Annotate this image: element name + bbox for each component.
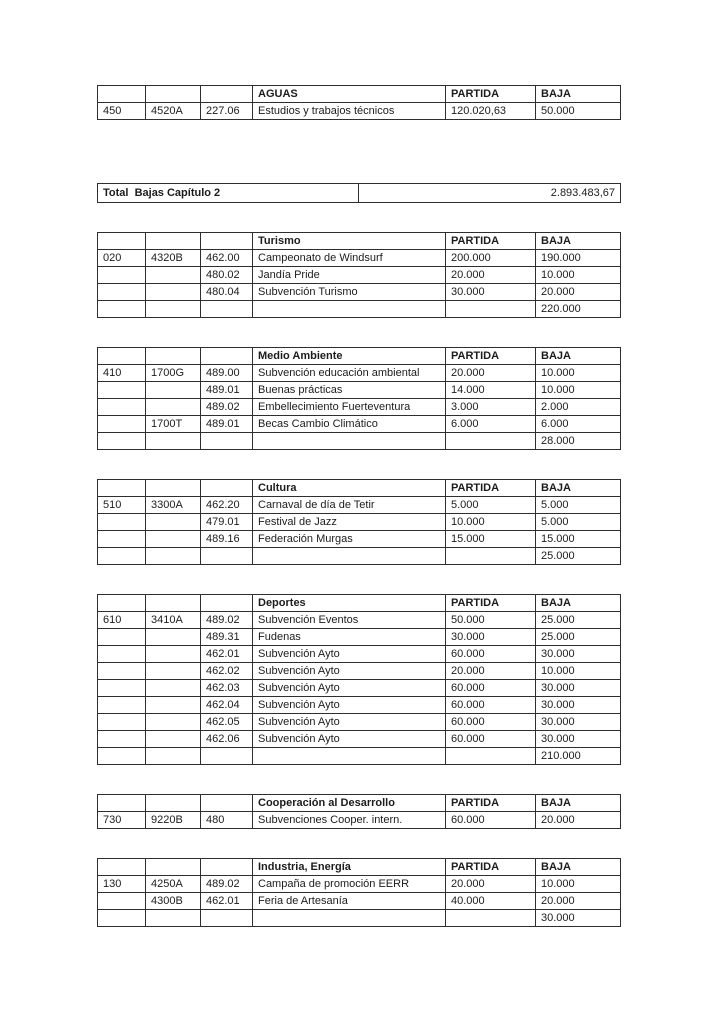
cell-baja: 10.000 [536,382,621,399]
empty-cell [98,646,146,663]
empty-cell [98,859,146,876]
cell-area: 730 [98,812,146,829]
cell-baja: 30.000 [536,680,621,697]
cell-partida: 20.000 [446,267,536,284]
cell-org: 4300B [146,893,201,910]
cell-concept: Federación Murgas [253,531,446,548]
empty-cell [201,910,253,927]
cell-concept: Subvención Ayto [253,697,446,714]
empty-cell [146,348,201,365]
cell-org: 4250A [146,876,201,893]
cell-baja: 15.000 [536,531,621,548]
subtotal-row [98,548,621,565]
cell-org: 1700G [146,365,201,382]
cell-econ: 489.00 [201,365,253,382]
cell-org: 1700T [146,416,201,433]
subtotal-row [98,433,621,450]
cell-econ: 480.04 [201,284,253,301]
empty-cell [146,731,201,748]
partida-header-cell: PARTIDA [446,859,536,876]
empty-cell [146,680,201,697]
empty-cell [201,859,253,876]
empty-cell [146,267,201,284]
cell-partida: 30.000 [446,284,536,301]
section-title-cell: AGUAS [253,86,446,103]
budget-table-deportes [97,594,621,765]
empty-cell [98,267,146,284]
cell-partida: 20.000 [446,663,536,680]
empty-cell [446,548,536,565]
cell-partida: 200.000 [446,250,536,267]
cell-concept: Subvención Ayto [253,714,446,731]
subtotal-row [98,910,621,927]
table-header-row [98,348,621,365]
cell-org: 4520A [146,103,201,120]
cell-area: 410 [98,365,146,382]
empty-cell [201,795,253,812]
cell-baja: 50.000 [536,103,621,120]
cell-econ: 462.05 [201,714,253,731]
cell-concept: Fudenas [253,629,446,646]
cell-partida: 50.000 [446,612,536,629]
partida-header-cell: PARTIDA [446,480,536,497]
table-row [98,267,621,284]
budget-table-turismo [97,232,621,318]
table-header-row [98,233,621,250]
table-row [98,416,621,433]
cell-concept: Subvención Ayto [253,646,446,663]
cell-econ: 462.20 [201,497,253,514]
table-row [98,646,621,663]
cell-baja: 20.000 [536,812,621,829]
empty-cell [98,531,146,548]
empty-cell [146,531,201,548]
empty-cell [98,399,146,416]
empty-cell [98,893,146,910]
cell-econ: 462.02 [201,663,253,680]
empty-cell [146,382,201,399]
cell-area: 020 [98,250,146,267]
cell-baja: 5.000 [536,497,621,514]
cell-econ: 480.02 [201,267,253,284]
empty-cell [146,284,201,301]
cell-org: 3300A [146,497,201,514]
table-header-row [98,795,621,812]
cell-concept: Subvención educación ambiental [253,365,446,382]
baja-header-cell: BAJA [536,795,621,812]
empty-cell [98,731,146,748]
empty-cell [446,910,536,927]
table-row [98,612,621,629]
cell-baja: 25.000 [536,629,621,646]
empty-cell [201,595,253,612]
empty-cell [98,416,146,433]
empty-cell [446,433,536,450]
empty-cell [253,548,446,565]
cell-baja: 10.000 [536,365,621,382]
table-row [98,284,621,301]
empty-cell [146,433,201,450]
cell-concept: Campeonato de Windsurf [253,250,446,267]
table-row [98,365,621,382]
empty-cell [201,480,253,497]
empty-cell [146,514,201,531]
partida-header-cell: PARTIDA [446,233,536,250]
budget-table-medio-ambiente [97,347,621,450]
cell-baja: 10.000 [536,876,621,893]
subtotal-baja-cell: 30.000 [536,910,621,927]
cell-partida: 60.000 [446,812,536,829]
cell-area: 510 [98,497,146,514]
empty-cell [146,859,201,876]
empty-cell [146,910,201,927]
cell-partida: 60.000 [446,646,536,663]
empty-cell [98,86,146,103]
empty-cell [98,480,146,497]
empty-cell [201,348,253,365]
cell-concept: Estudios y trabajos técnicos [253,103,446,120]
cell-concept: Carnaval de día de Tetir [253,497,446,514]
cell-econ: 489.16 [201,531,253,548]
budget-table-cultura [97,479,621,565]
table-row [98,697,621,714]
table-row [98,382,621,399]
baja-header-cell: BAJA [536,859,621,876]
cell-econ: 462.03 [201,680,253,697]
cell-econ: 479.01 [201,514,253,531]
section-title-cell: Cooperación al Desarrollo [253,795,446,812]
empty-cell [98,629,146,646]
cell-concept: Subvenciones Cooper. intern. [253,812,446,829]
empty-cell [146,233,201,250]
empty-cell [146,714,201,731]
cell-partida: 5.000 [446,497,536,514]
table-row [98,399,621,416]
cell-concept: Subvención Turismo [253,284,446,301]
cell-baja: 10.000 [536,663,621,680]
empty-cell [98,595,146,612]
cell-org: 3410A [146,612,201,629]
cell-partida: 60.000 [446,697,536,714]
subtotal-row [98,748,621,765]
table-row [98,680,621,697]
partida-header-cell: PARTIDA [446,595,536,612]
partida-header-cell: PARTIDA [446,348,536,365]
cell-econ: 489.01 [201,416,253,433]
chapter-total-value: 2.893.483,67 [359,184,621,203]
cell-concept: Feria de Artesanía [253,893,446,910]
empty-cell [146,399,201,416]
table-row [98,629,621,646]
section-title-cell: Industria, Energía [253,859,446,876]
cell-baja: 2.000 [536,399,621,416]
empty-cell [98,348,146,365]
cell-econ: 489.01 [201,382,253,399]
empty-cell [98,697,146,714]
table-row [98,514,621,531]
baja-header-cell: BAJA [536,595,621,612]
empty-cell [146,595,201,612]
table-header-row [98,859,621,876]
cell-concept: Subvención Eventos [253,612,446,629]
cell-concept: Subvención Ayto [253,731,446,748]
empty-cell [201,301,253,318]
cell-concept: Buenas prácticas [253,382,446,399]
cell-baja: 25.000 [536,612,621,629]
empty-cell [253,301,446,318]
cell-partida: 60.000 [446,714,536,731]
baja-header-cell: BAJA [536,480,621,497]
cell-partida: 20.000 [446,876,536,893]
cell-area: 450 [98,103,146,120]
baja-header-cell: BAJA [536,86,621,103]
empty-cell [146,301,201,318]
baja-header-cell: BAJA [536,233,621,250]
subtotal-row [98,301,621,318]
partida-header-cell: PARTIDA [446,86,536,103]
cell-econ: 462.04 [201,697,253,714]
budget-table-cooperacion-al-desarrollo [97,794,621,829]
budget-table-industria-energia [97,858,621,927]
cell-partida: 30.000 [446,629,536,646]
cell-baja: 6.000 [536,416,621,433]
cell-econ: 489.02 [201,399,253,416]
section-title-cell: Cultura [253,480,446,497]
empty-cell [446,748,536,765]
empty-cell [253,910,446,927]
subtotal-baja-cell: 28.000 [536,433,621,450]
cell-partida: 15.000 [446,531,536,548]
table-row [98,731,621,748]
cell-econ: 227.06 [201,103,253,120]
empty-cell [146,663,201,680]
cell-concept: Embellecimiento Fuerteventura [253,399,446,416]
table-row [98,531,621,548]
cell-concept: Festival de Jazz [253,514,446,531]
cell-concept: Subvención Ayto [253,663,446,680]
empty-cell [98,301,146,318]
cell-econ: 462.01 [201,646,253,663]
empty-cell [146,86,201,103]
empty-cell [98,514,146,531]
empty-cell [98,382,146,399]
cell-partida: 6.000 [446,416,536,433]
empty-cell [201,748,253,765]
empty-cell [146,480,201,497]
cell-partida: 40.000 [446,893,536,910]
cell-concept: Subvención Ayto [253,680,446,697]
cell-econ: 480 [201,812,253,829]
blocks [97,85,620,927]
empty-cell [98,795,146,812]
chapter-total-row [97,183,621,203]
cell-baja: 30.000 [536,697,621,714]
cell-partida: 60.000 [446,731,536,748]
cell-baja: 30.000 [536,646,621,663]
cell-econ: 489.02 [201,876,253,893]
cell-concept: Campaña de promoción EERR [253,876,446,893]
table-row [98,663,621,680]
table-row [98,103,621,120]
table-row [98,250,621,267]
section-title-cell: Turismo [253,233,446,250]
empty-cell [98,233,146,250]
table-row [98,497,621,514]
empty-cell [98,748,146,765]
empty-cell [253,433,446,450]
table-row [98,812,621,829]
cell-org: 9220B [146,812,201,829]
empty-cell [98,910,146,927]
cell-partida: 10.000 [446,514,536,531]
table-header-row [98,595,621,612]
baja-header-cell: BAJA [536,348,621,365]
subtotal-baja-cell: 25.000 [536,548,621,565]
cell-econ: 462.01 [201,893,253,910]
cell-org: 4320B [146,250,201,267]
table-header-row [98,480,621,497]
table-header-row [98,86,621,103]
empty-cell [98,433,146,450]
cell-econ: 489.31 [201,629,253,646]
cell-partida: 14.000 [446,382,536,399]
empty-cell [146,748,201,765]
partida-header-cell: PARTIDA [446,795,536,812]
chapter-total-label: Total Bajas Capítulo 2 [98,184,359,203]
budget-table-aguas [97,85,621,120]
cell-partida: 3.000 [446,399,536,416]
empty-cell [146,795,201,812]
empty-cell [201,233,253,250]
section-title-cell: Deportes [253,595,446,612]
empty-cell [146,697,201,714]
cell-area: 610 [98,612,146,629]
empty-cell [201,548,253,565]
empty-cell [98,284,146,301]
cell-concept: Jandía Pride [253,267,446,284]
empty-cell [446,301,536,318]
empty-cell [201,433,253,450]
empty-cell [98,663,146,680]
empty-cell [146,548,201,565]
subtotal-baja-cell: 220.000 [536,301,621,318]
table-row [98,876,621,893]
table-row [98,893,621,910]
cell-partida: 120.020,63 [446,103,536,120]
cell-econ: 489.02 [201,612,253,629]
cell-baja: 5.000 [536,514,621,531]
cell-baja: 30.000 [536,714,621,731]
cell-baja: 10.000 [536,267,621,284]
empty-cell [98,680,146,697]
section-title-cell: Medio Ambiente [253,348,446,365]
chapter-total-tr [98,184,621,203]
empty-cell [146,646,201,663]
cell-baja: 20.000 [536,284,621,301]
cell-econ: 462.06 [201,731,253,748]
empty-cell [201,86,253,103]
cell-baja: 190.000 [536,250,621,267]
cell-partida: 20.000 [446,365,536,382]
empty-cell [253,748,446,765]
cell-econ: 462.00 [201,250,253,267]
cell-concept: Becas Cambio Climático [253,416,446,433]
empty-cell [98,548,146,565]
cell-baja: 20.000 [536,893,621,910]
cell-baja: 30.000 [536,731,621,748]
cell-area: 130 [98,876,146,893]
cell-partida: 60.000 [446,680,536,697]
empty-cell [146,629,201,646]
table-row [98,714,621,731]
empty-cell [98,714,146,731]
subtotal-baja-cell: 210.000 [536,748,621,765]
